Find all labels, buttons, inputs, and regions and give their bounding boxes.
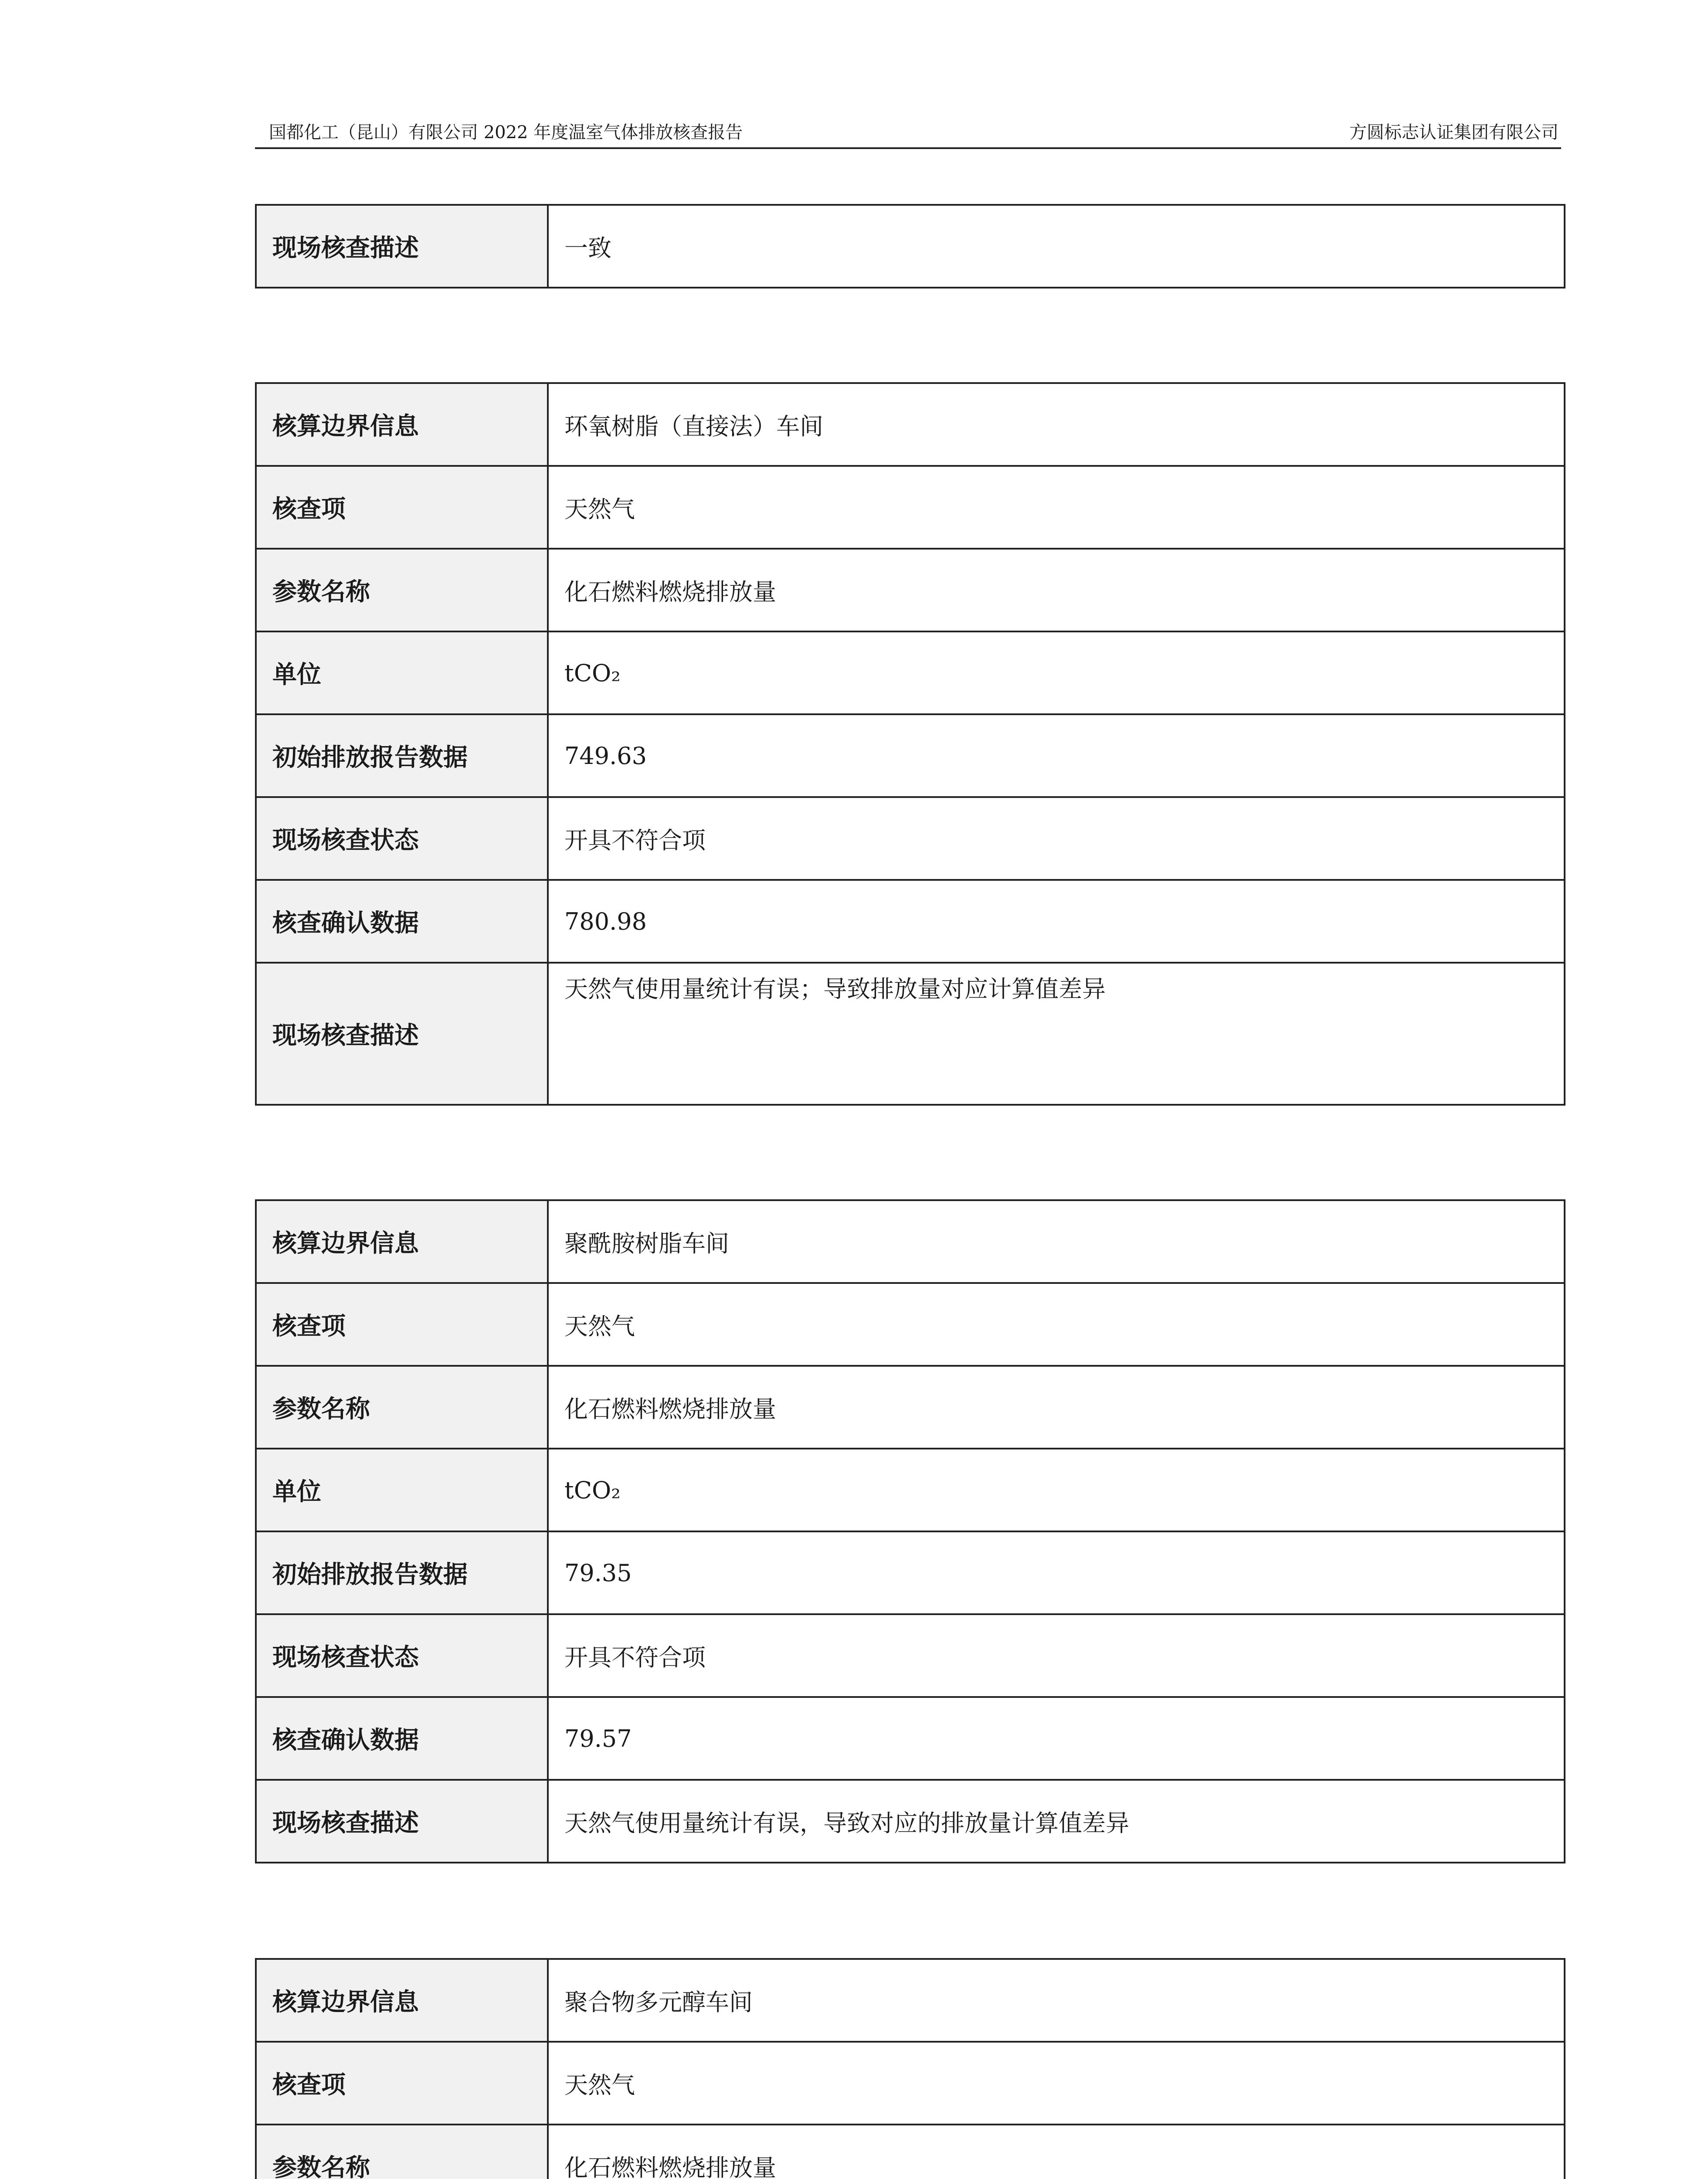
table-row	[256, 714, 1565, 797]
header-organization: 方圆标志认证集团有限公司	[1349, 122, 1559, 143]
field-value: 环氧树脂（直接法）车间	[548, 383, 1565, 466]
table-row	[256, 1697, 1565, 1780]
field-label: 核查项	[256, 466, 548, 549]
field-label: 现场核查状态	[256, 797, 548, 880]
field-value: 化石燃料燃烧排放量	[548, 549, 1565, 631]
table-row	[256, 1780, 1565, 1863]
field-value: 聚合物多元醇车间	[548, 1959, 1565, 2042]
table-row	[256, 1959, 1565, 2042]
field-label: 核查项	[256, 2042, 548, 2125]
field-label: 核算边界信息	[256, 1959, 548, 2042]
field-label: 核查确认数据	[256, 880, 548, 963]
field-label: 现场核查描述	[256, 205, 548, 288]
field-label: 参数名称	[256, 1366, 548, 1449]
field-value: 79.35	[548, 1531, 1565, 1614]
field-label: 核查确认数据	[256, 1697, 548, 1780]
table-row	[256, 549, 1565, 631]
field-value: 749.63	[548, 714, 1565, 797]
table-row	[256, 205, 1565, 288]
table-polymer-polyol-workshop	[255, 1958, 1565, 2179]
field-label: 初始排放报告数据	[256, 1531, 548, 1614]
table-row	[256, 2042, 1565, 2125]
table-row	[256, 1614, 1565, 1697]
field-label: 单位	[256, 631, 548, 714]
field-label: 核算边界信息	[256, 383, 548, 466]
header-report-title: 国都化工（昆山）有限公司 2022 年度温室气体排放核查报告	[269, 122, 743, 143]
table-row	[256, 2125, 1565, 2179]
table-polyamide-resin-workshop	[255, 1199, 1565, 1863]
field-label: 参数名称	[256, 549, 548, 631]
field-value: 天然气使用量统计有误；导致排放量对应计算值差异	[548, 963, 1565, 1105]
field-value: 79.57	[548, 1697, 1565, 1780]
field-value: 780.98	[548, 880, 1565, 963]
table-row	[256, 797, 1565, 880]
field-value: 开具不符合项	[548, 797, 1565, 880]
table-row	[256, 631, 1565, 714]
field-value: 开具不符合项	[548, 1614, 1565, 1697]
table-epoxy-resin-workshop	[255, 382, 1565, 1106]
page-header	[255, 118, 1561, 149]
field-value: 天然气使用量统计有误，导致对应的排放量计算值差异	[548, 1780, 1565, 1863]
field-label: 核算边界信息	[256, 1200, 548, 1283]
table-summary	[255, 204, 1565, 288]
table-row	[256, 1200, 1565, 1283]
field-label: 参数名称	[256, 2125, 548, 2179]
field-label: 现场核查描述	[256, 1780, 548, 1863]
table-row	[256, 880, 1565, 963]
field-value: 化石燃料燃烧排放量	[548, 2125, 1565, 2179]
table-row	[256, 383, 1565, 466]
field-label: 核查项	[256, 1283, 548, 1366]
field-value: 天然气	[548, 466, 1565, 549]
field-value: 化石燃料燃烧排放量	[548, 1366, 1565, 1449]
table-row	[256, 1283, 1565, 1366]
field-value: tCO₂	[548, 631, 1565, 714]
table-row	[256, 963, 1565, 1105]
table-row	[256, 466, 1565, 549]
field-value: 天然气	[548, 2042, 1565, 2125]
field-label: 现场核查状态	[256, 1614, 548, 1697]
field-value: 天然气	[548, 1283, 1565, 1366]
field-value: 一致	[548, 205, 1565, 288]
table-row	[256, 1531, 1565, 1614]
field-label: 现场核查描述	[256, 963, 548, 1105]
field-label: 初始排放报告数据	[256, 714, 548, 797]
table-row	[256, 1366, 1565, 1449]
table-row	[256, 1449, 1565, 1531]
field-value: 聚酰胺树脂车间	[548, 1200, 1565, 1283]
field-label: 单位	[256, 1449, 548, 1531]
field-value: tCO₂	[548, 1449, 1565, 1531]
